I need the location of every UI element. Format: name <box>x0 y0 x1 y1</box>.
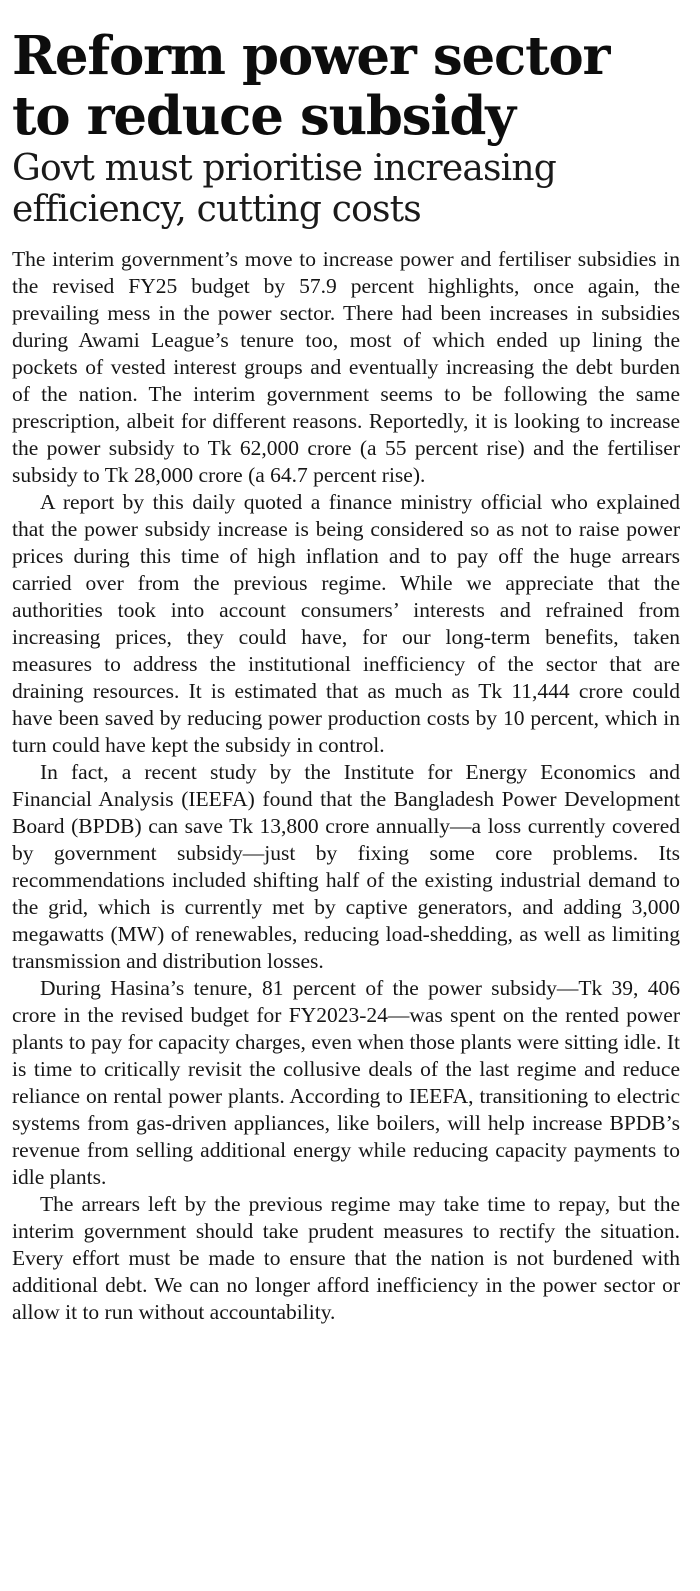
paragraph-4: During Hasina’s tenure, 81 percent of the power subsidy—Tk 39, 406 crore in the revised budget for FY2023-24—was spent on the rented power plants to pay for capacity charges, even when those plants were sitting idle. It is time to critically revisit the collusive deals of the last regime and reduce reliance on rental power plants. According to IEEFA, transitioning to electric systems from gas-driven appliances, like boilers, will help increase BPDB’s revenue from selling additional energy while reducing capacity payments to idle plants. <box>12 976 680 1189</box>
subheadline: Govt must prioritise increasing efficiency, cutting costs <box>12 148 557 230</box>
article-body <box>12 246 680 1326</box>
paragraph-5: The arrears left by the previous regime may take time to repay, but the interim government should take prudent measures to rectify the situation. Every effort must be made to ensure that the nation is not burdened with additional debt. We can no longer afford inefficiency in the power sector or allow it to run without accountability. <box>12 1192 680 1324</box>
paragraph-1: The interim government’s move to increase power and fertiliser subsidies in the revised FY25 budget by 57.9 percent highlights, once again, the prevailing mess in the power sector. There had been increases in subsidies during Awami League’s tenure too, most of which ended up lining the pockets of vested interest groups and eventually increasing the debt burden of the nation. The interim government seems to be following the same prescription, albeit for different reasons. Reportedly, it is looking to increase the power subsidy to Tk 62,000 crore (a 55 percent rise) and the fertiliser subsidy to Tk 28,000 crore (a 64.7 percent rise). <box>12 247 680 487</box>
paragraph-2: A report by this daily quoted a finance ministry official who explained that the power subsidy increase is being considered so as not to raise power prices during this time of high inflation and to pay off the huge arrears carried over from the previous regime. While we appreciate that the authorities took into account consumers’ interests and refrained from increasing prices, they could have, for our long-term benefits, taken measures to address the institutional inefficiency of the sector that are draining resources. It is estimated that as much as Tk 11,444 crore could have been saved by reducing power production costs by 10 percent, which in turn could have kept the subsidy in control. <box>12 490 680 757</box>
headline: Reform power sector to reduce subsidy <box>12 25 610 147</box>
paragraph-3: In fact, a recent study by the Institute for Energy Economics and Financial Analysis (IEEFA) found that the Bangladesh Power Development Board (BPDB) can save Tk 13,800 crore annually—a loss currently covered by government subsidy—just by fixing some core problems. Its recommendations included shifting half of the existing industrial demand to the grid, which is currently met by captive generators, and adding 3,000 megawatts (MW) of renewables, reducing load-shedding, as well as limiting transmission and distribution losses. <box>12 760 680 973</box>
